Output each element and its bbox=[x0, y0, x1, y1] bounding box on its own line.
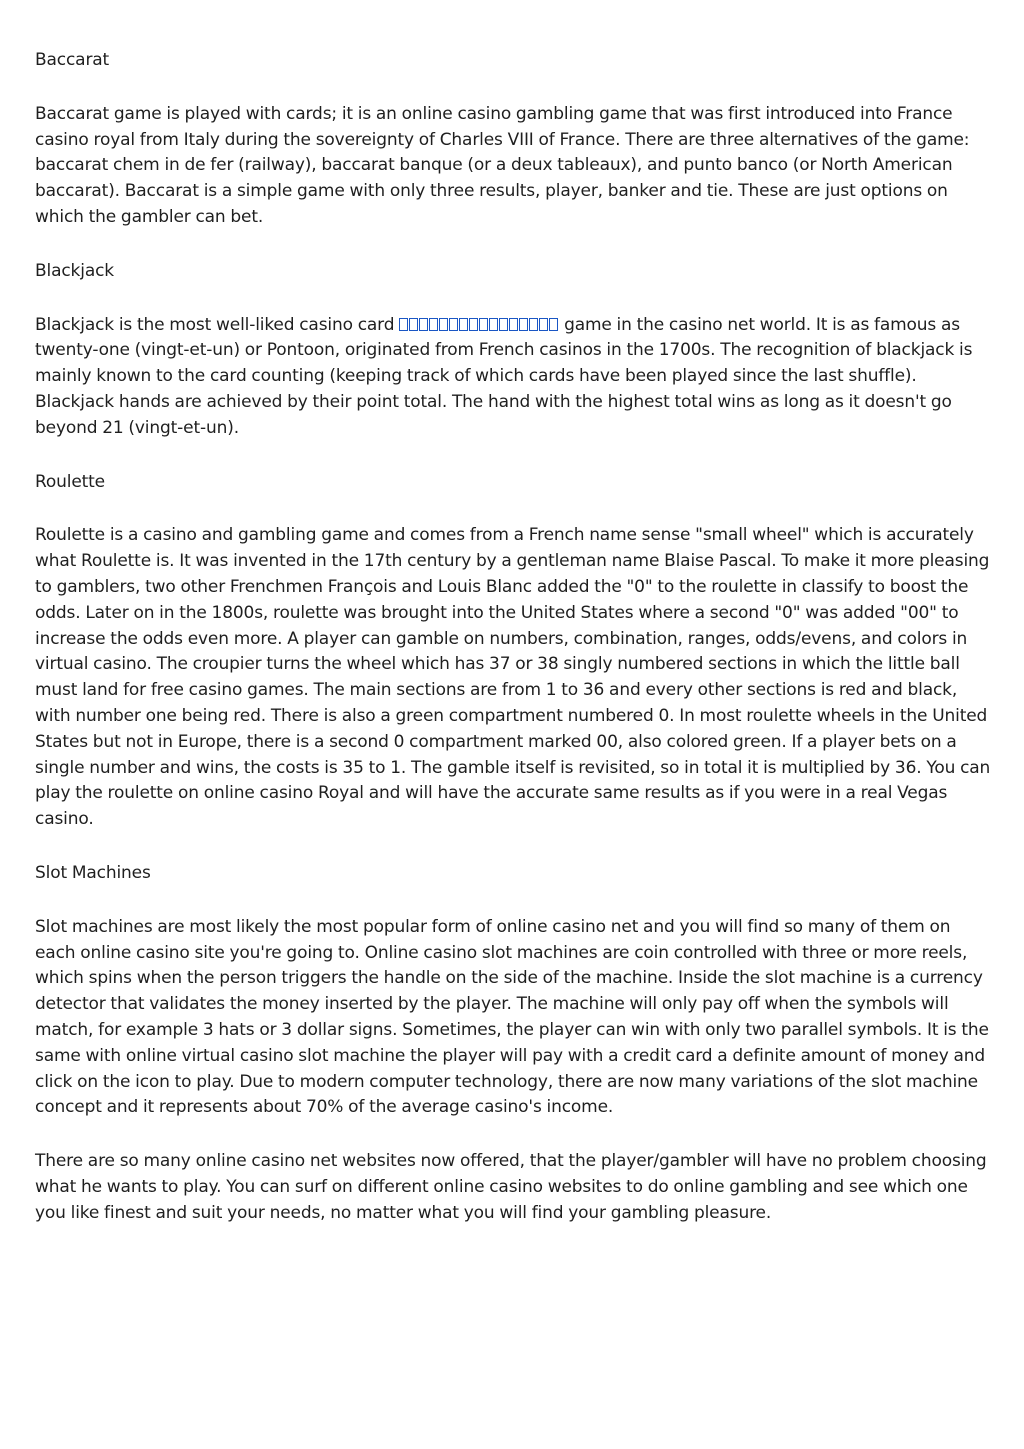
heading-roulette: Roulette bbox=[35, 471, 105, 492]
paragraph-blackjack bbox=[35, 313, 995, 442]
heading-baccarat: Baccarat bbox=[35, 50, 110, 70]
blackjack-text-after-link: game in the casino net world. It is as famous as twenty-one (vingt-et-un) or Pontoon, originated from French casinos in the 1700s. The recognition of blackjack is mainly known to the card counting (keeping track of which cards have been played since the last shuffle). Blackjack hands are achieved by their point total. The hand with the highest total wins as long as it doesn't go beyond 21 (vingt-et-un). bbox=[35, 314, 973, 438]
heading-slot-machines: Slot Machines bbox=[35, 862, 151, 883]
blackjack-text-before-link: Blackjack is the most well-liked casino card bbox=[35, 314, 400, 335]
paragraph-closing: There are so many online casino net websites now offered, that the player/gambler will have no problem choosing what he wants to play. You can surf on different online casino websites to do online gambling and see which one you like finest and suit your needs, no matter what you will find your gambling pleasure. bbox=[35, 1151, 987, 1223]
paragraph-slot-machines: Slot machines are most likely the most popular form of online casino net and you will find so many of them on each online casino site you're going to. Online casino slot machines are coin controlled with three or more reels, which spins when the person triggers the handle on the side of the machine. Inside the slot machine is a currency detector that validates the money inserted by the player. The machine will only pay off when the symbols will match, for example 3 hats or 3 dollar signs. Sometimes, the player can win with only two parallel symbols. It is the same with online virtual casino slot machine the player will pay with a credit card a definite amount of money and click on the icon to play. Due to modern computer technology, there are now many variations of the slot machine concept and it represents about 70% of the average casino's income. bbox=[35, 916, 989, 1118]
document-page bbox=[35, 48, 995, 1254]
heading-blackjack: Blackjack bbox=[35, 260, 114, 281]
casino-card-link[interactable] bbox=[399, 315, 559, 335]
paragraph-baccarat: Baccarat game is played with cards; it is an online casino gambling game that was first introduced into France casino royal from Italy during the sovereignty of Charles VIII of France. There are three alternatives of the game: baccarat chem in de fer (railway), baccarat banque (or a deux tableaux), and punto banco (or North American baccarat). Baccarat is a simple game with only three results, player, banker and tie. These are just options on which the gambler can bet. bbox=[35, 103, 970, 227]
paragraph-roulette: Roulette is a casino and gambling game and comes from a French name sense "small wheel" which is accurately what Roulette is. It was invented in the 17th century by a gentleman name Blaise Pascal. To make it more pleasing to gamblers, two other Frenchmen François and Louis Blanc added the "0" to the roulette in classify to boost the odds. Later on in the 1800s, roulette was brought into the United States where a second "0" was added "00" to increase the odds even more. A player can gamble on numbers, combination, ranges, odds/evens, and colors in virtual casino. The croupier turns the wheel which has 37 or 38 singly numbered sections in which the little ball must land for free casino games. The main sections are from 1 to 36 and every other sections is red and black, with number one being red. There is also a green compartment numbered 0. In most roulette wheels in the United States but not in Europe, there is a second 0 compartment marked 00, also colored green. If a player bets on a single number and wins, the costs is 35 to 1. The gamble itself is revisited, so in total it is multiplied by 36. You can play the roulette on online casino Royal and will have the accurate same results as if you were in a real Vegas casino. bbox=[35, 525, 991, 830]
